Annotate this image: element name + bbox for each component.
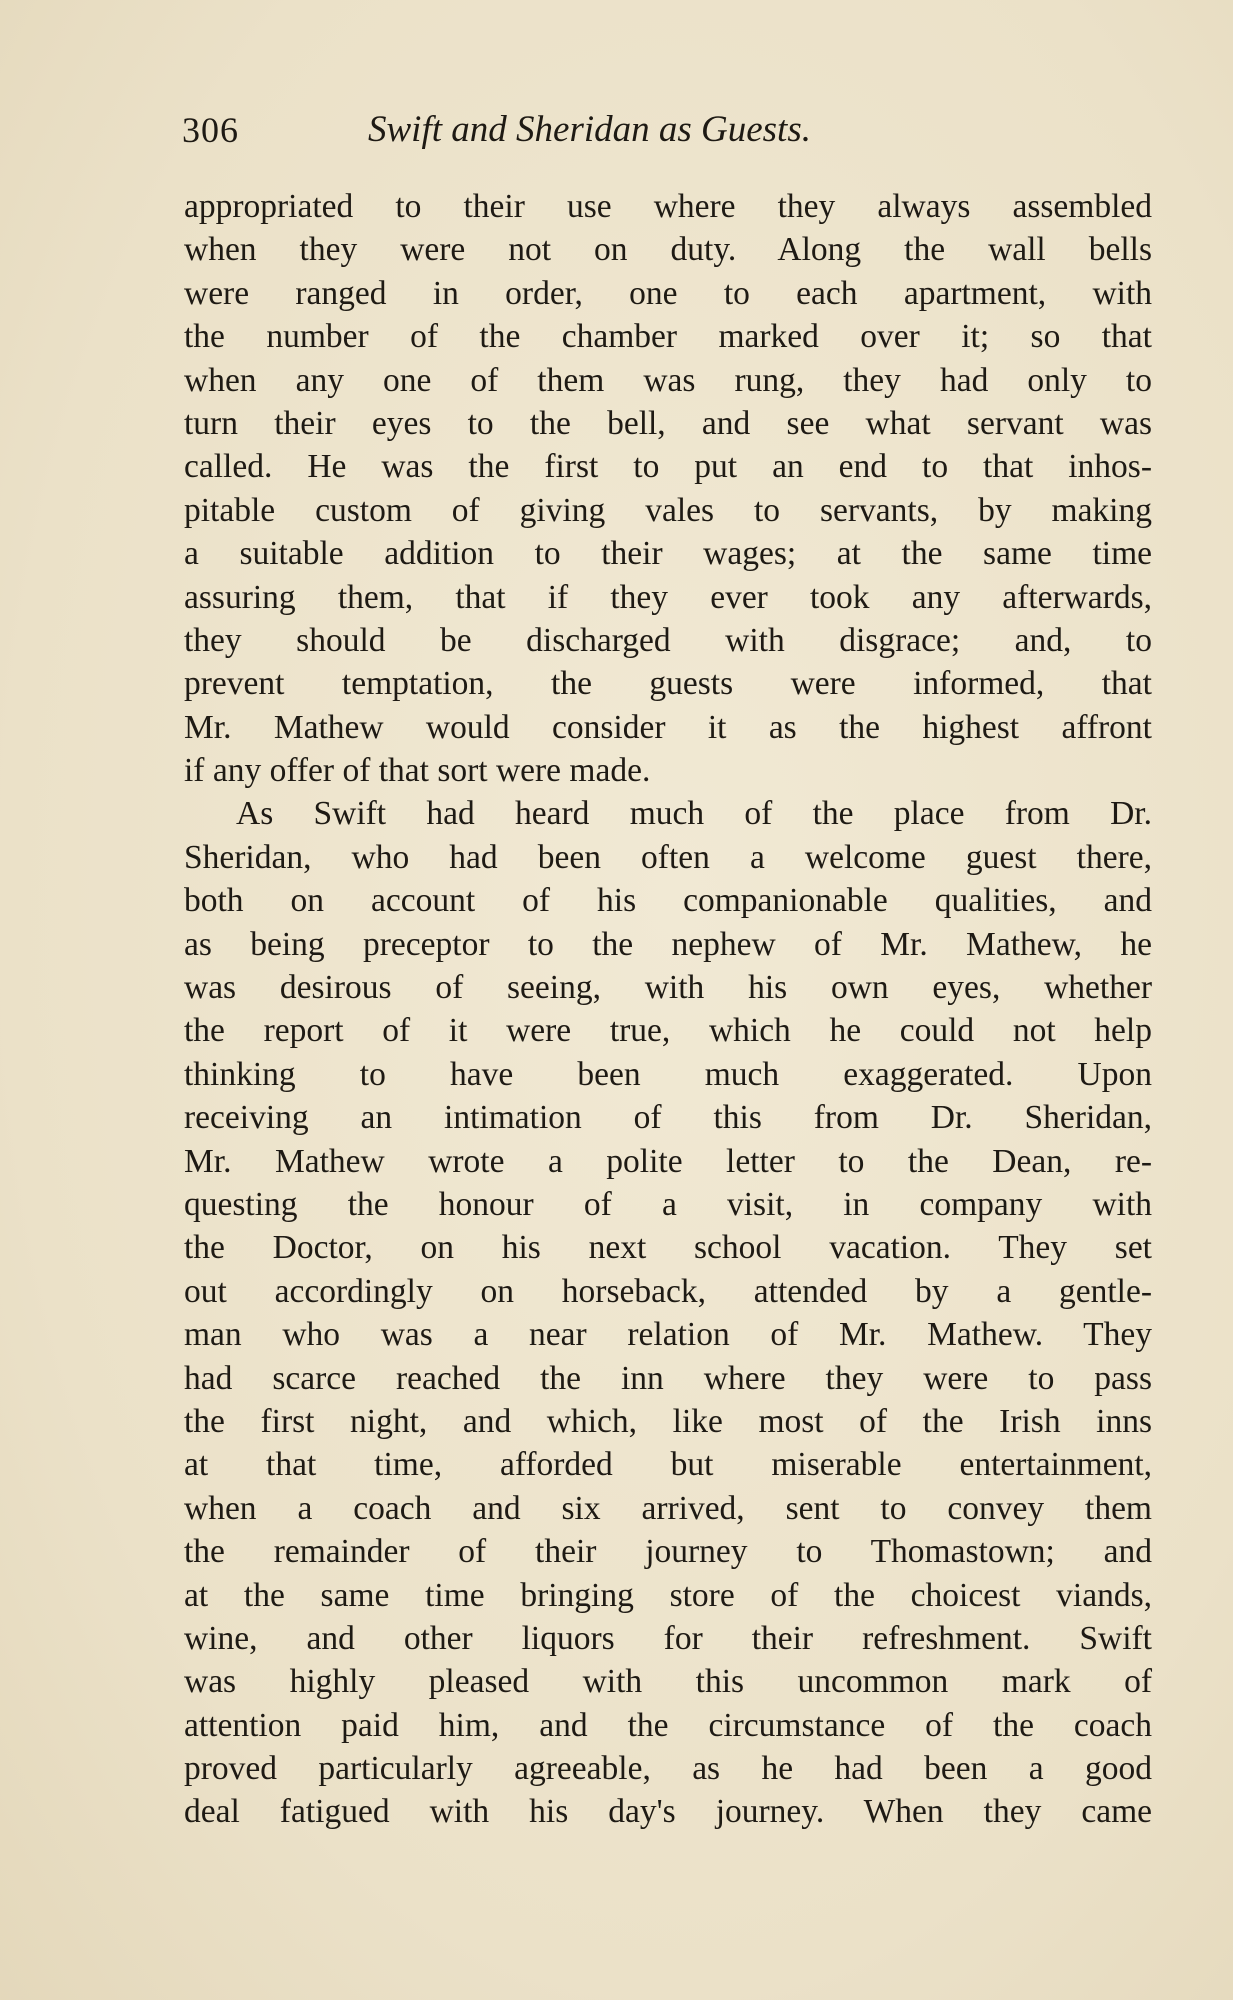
text-line: man who was a near relation of Mr. Mathew. They — [184, 1316, 1152, 1354]
text-line: Sheridan, who had been often a welcome guest there, — [184, 838, 1152, 876]
text-line: at the same time bringing store of the choicest viands, — [184, 1576, 1152, 1614]
text-line-paragraph-start: As Swift had heard much of the place from Dr. — [236, 795, 1152, 833]
text-line: receiving an intimation of this from Dr. Sheridan, — [184, 1099, 1152, 1137]
text-line: when any one of them was rung, they had only to — [184, 361, 1152, 399]
text-line: the first night, and which, like most of the Irish inns — [184, 1402, 1152, 1440]
page-header — [182, 100, 962, 160]
text-line: prevent temptation, the guests were informed, that — [184, 665, 1152, 703]
text-line: Mr. Mathew would consider it as the highest affront — [184, 708, 1152, 746]
text-line: Mr. Mathew wrote a polite letter to the Dean, re- — [184, 1142, 1152, 1180]
running-title: Swift and Sheridan as Guests. — [368, 109, 811, 150]
text-line: at that time, afforded but miserable entertainment, — [184, 1446, 1152, 1484]
text-line: were ranged in order, one to each apartment, with — [184, 274, 1152, 312]
text-line: out accordingly on horseback, attended by a gentle- — [184, 1272, 1152, 1310]
text-line: the number of the chamber marked over it; so that — [184, 318, 1152, 356]
text-line: when a coach and six arrived, sent to convey them — [184, 1489, 1152, 1527]
text-line: was highly pleased with this uncommon mark of — [184, 1663, 1152, 1701]
text-line: proved particularly agreeable, as he had been a good — [184, 1750, 1152, 1788]
text-line: assuring them, that if they ever took any afterwards, — [184, 578, 1152, 616]
text-line: questing the honour of a visit, in company with — [184, 1185, 1152, 1223]
text-line: pitable custom of giving vales to servants, by making — [184, 491, 1152, 529]
text-line: as being preceptor to the nephew of Mr. Mathew, he — [184, 925, 1152, 963]
text-line: attention paid him, and the circumstance of the coach — [184, 1706, 1152, 1744]
text-line: they should be discharged with disgrace; and, to — [184, 621, 1152, 659]
text-line: thinking to have been much exaggerated. Upon — [184, 1055, 1152, 1093]
text-line: was desirous of seeing, with his own eyes, whether — [184, 969, 1152, 1007]
text-line: the report of it were true, which he could not help — [184, 1012, 1152, 1050]
text-line: turn their eyes to the bell, and see what servant was — [184, 404, 1152, 442]
text-line: both on account of his companionable qualities, and — [184, 882, 1152, 920]
text-line: deal fatigued with his day's journey. When they came — [184, 1793, 1152, 1831]
text-line: the remainder of their journey to Thomastown; and — [184, 1533, 1152, 1571]
text-line: the Doctor, on his next school vacation. They set — [184, 1229, 1152, 1267]
text-line: appropriated to their use where they always assembled — [184, 188, 1152, 225]
text-line: wine, and other liquors for their refreshment. Swift — [184, 1619, 1152, 1657]
text-line: called. He was the first to put an end to that inhos- — [184, 448, 1152, 486]
body-text — [184, 185, 1152, 1834]
text-line-paragraph-end: if any offer of that sort were made. — [184, 752, 651, 790]
text-line: had scarce reached the inn where they were to pass — [184, 1359, 1152, 1397]
text-line: when they were not on duty. Along the wall bells — [184, 231, 1152, 269]
text-line: a suitable addition to their wages; at the same time — [184, 535, 1152, 573]
page-number: 306 — [182, 110, 239, 150]
